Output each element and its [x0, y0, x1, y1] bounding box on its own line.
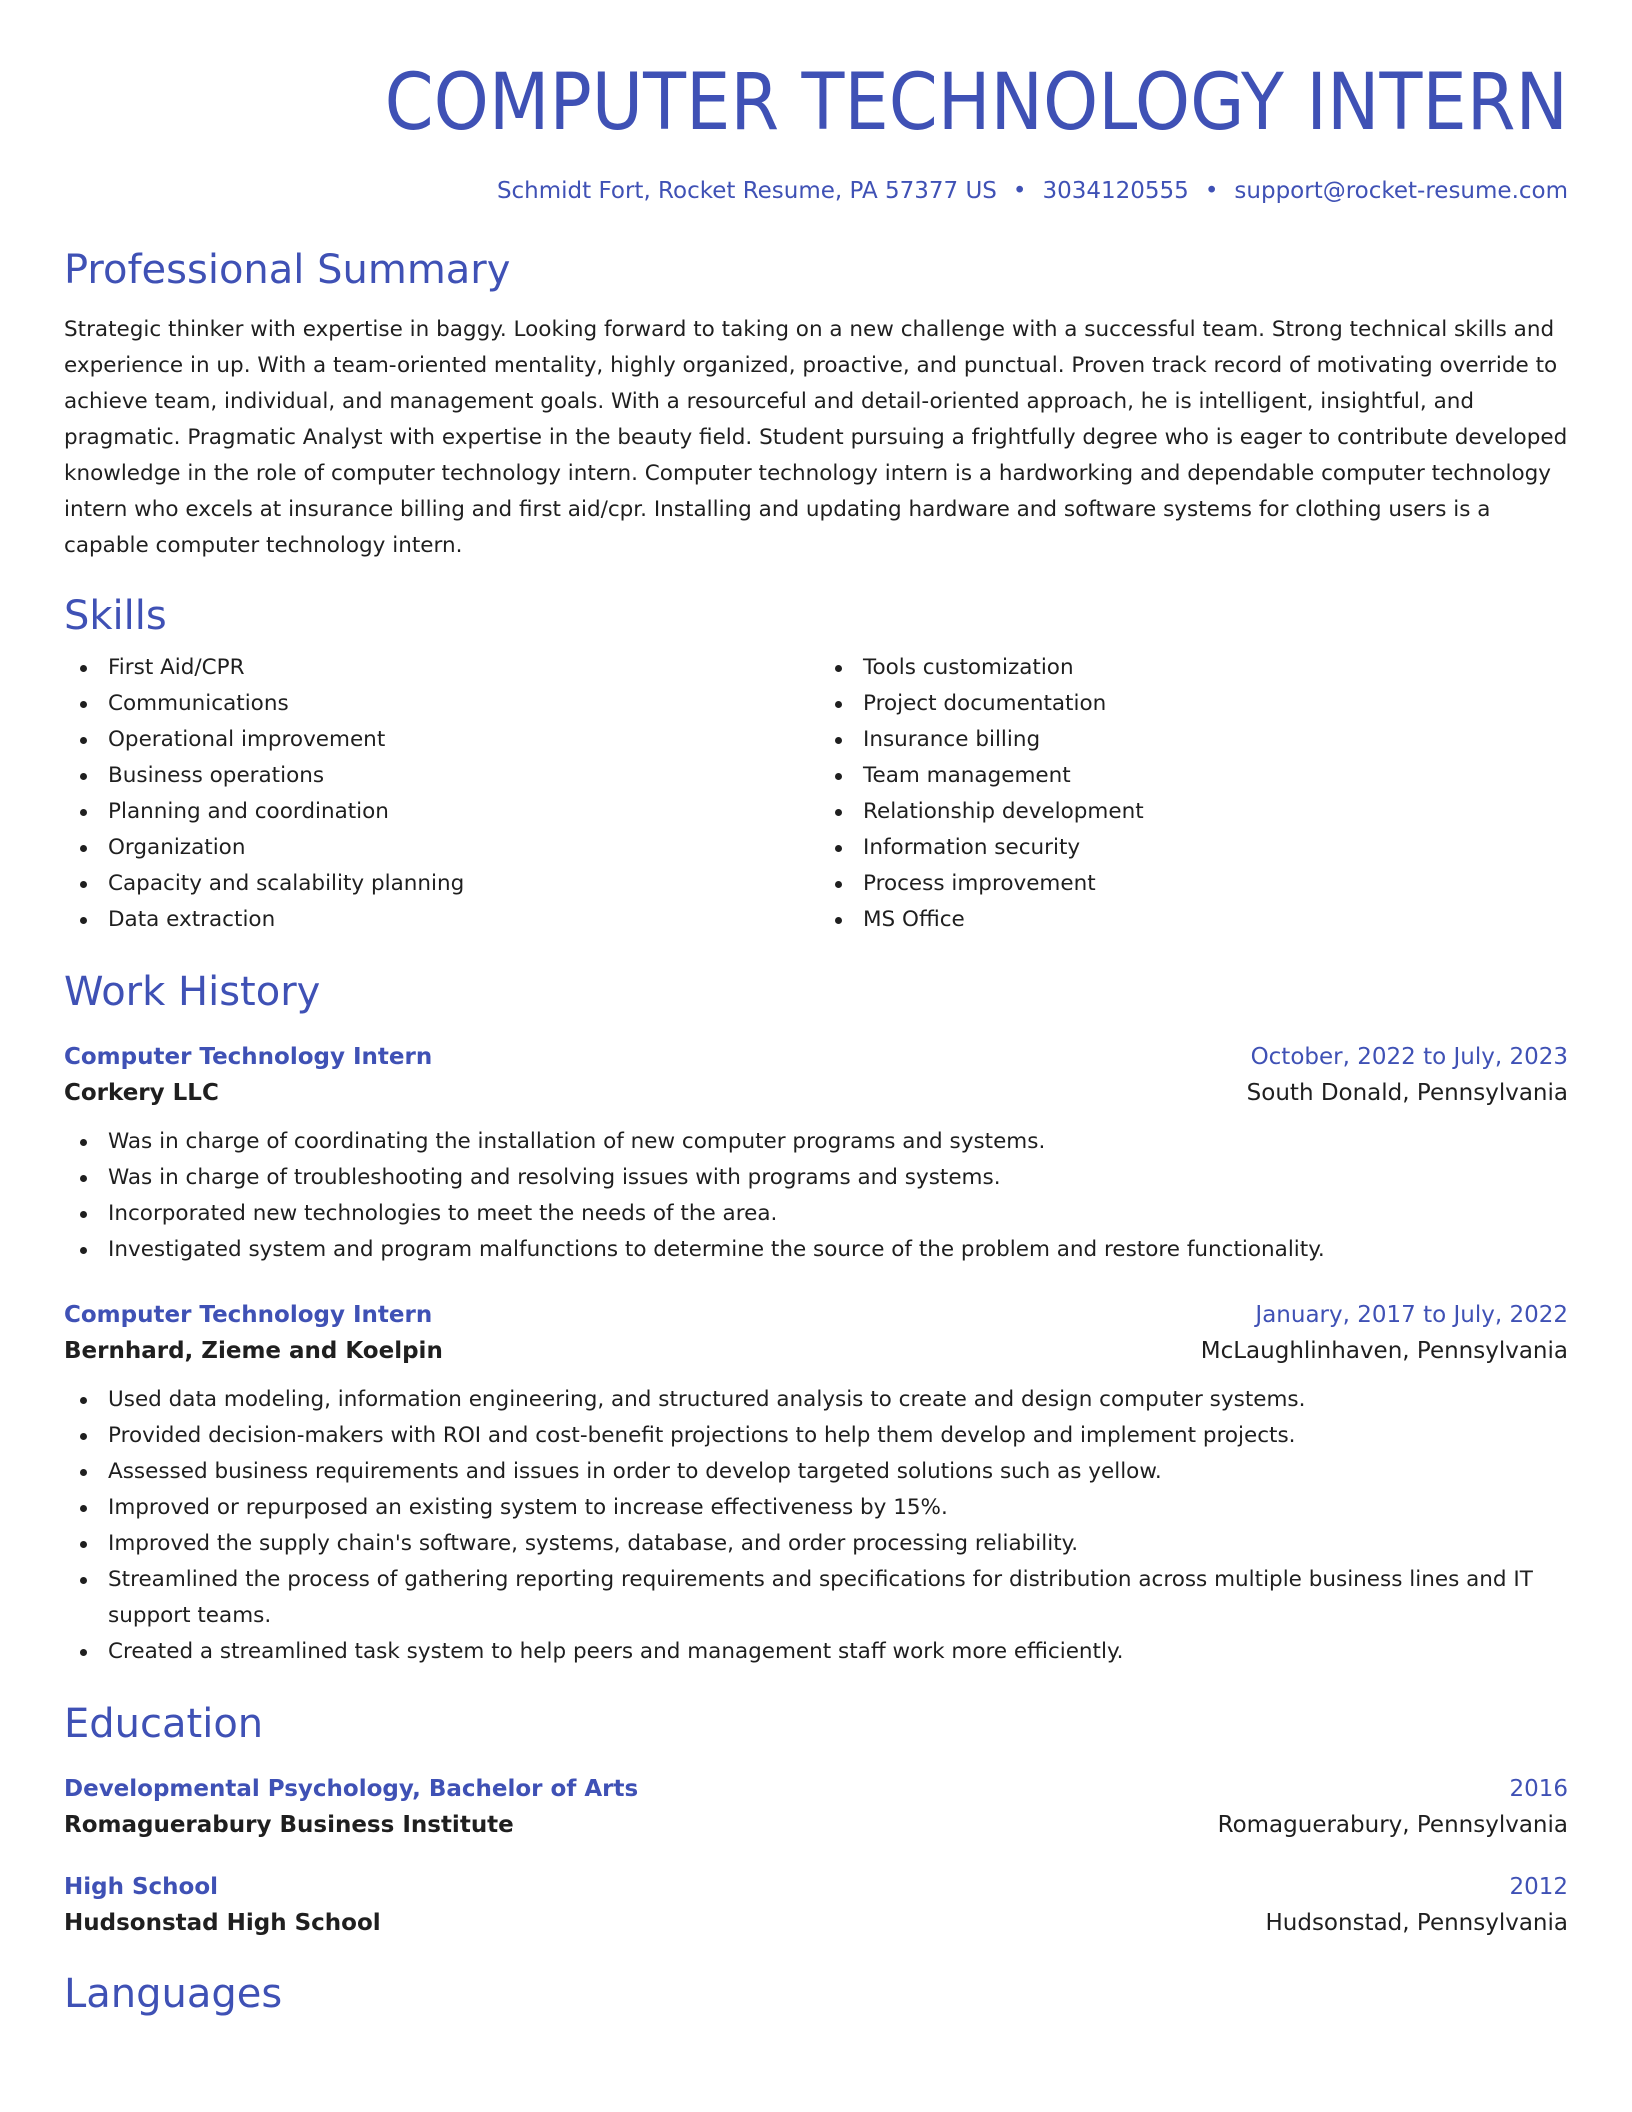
job-bullet: Assessed business requirements and issues in order to develop targeted solutions such as yellow.	[64, 1454, 1568, 1490]
education-entry-subheader	[64, 1806, 1568, 1844]
resume-name: COMPUTER TECHNOLOGY INTERN	[384, 58, 1569, 148]
job-bullet: Was in charge of troubleshooting and resolving issues with programs and systems.	[64, 1160, 1568, 1196]
contact-phone[interactable]: 3034120555	[1042, 178, 1189, 204]
contact-email[interactable]: support@rocket-resume.com	[1234, 178, 1568, 204]
contact-address: Schmidt Fort, Rocket Resume, PA 57377 US	[496, 178, 997, 204]
section-title-summary: Professional Summary	[64, 247, 511, 293]
skill-item: Operational improvement	[64, 722, 816, 758]
work-entry	[64, 1040, 1568, 1268]
skill-item: Insurance billing	[819, 722, 1568, 758]
job-location: McLaughlinhaven, Pennsylvania	[1200, 1338, 1568, 1364]
resume-header	[64, 0, 1568, 206]
skill-item: Project documentation	[819, 686, 1568, 722]
job-bullet: Improved the supply chain's software, systems, database, and order processing reliability.	[64, 1526, 1568, 1562]
job-bullet: Used data modeling, information engineering, and structured analysis to create and design computer systems.	[64, 1382, 1568, 1418]
job-title: Computer Technology Intern	[64, 1044, 433, 1070]
job-bullets	[64, 1124, 1568, 1268]
education-entry	[64, 1870, 1568, 1942]
school-location: Romaguerabury, Pennsylvania	[1217, 1812, 1568, 1838]
skill-item: Communications	[64, 686, 816, 722]
skills-column-2	[816, 650, 1568, 938]
work-entry-subheader	[64, 1332, 1568, 1370]
section-title-languages: Languages	[64, 1971, 283, 2017]
job-title: Computer Technology Intern	[64, 1302, 433, 1328]
education-entry	[64, 1772, 1568, 1844]
skill-item: Capacity and scalability planning	[64, 866, 816, 902]
job-location: South Donald, Pennsylvania	[1246, 1080, 1568, 1106]
skill-item: Information security	[819, 830, 1568, 866]
school-name: Hudsonstad High School	[64, 1910, 381, 1936]
contact-separator: •	[1204, 178, 1219, 204]
job-bullet: Created a streamlined task system to help peers and management staff work more efficiently.	[64, 1634, 1568, 1670]
job-bullet: Was in charge of coordinating the installation of new computer programs and systems.	[64, 1124, 1568, 1160]
skills-column-1	[64, 650, 816, 938]
skill-item: Tools customization	[819, 650, 1568, 686]
degree-title: Developmental Psychology, Bachelor of Arts	[64, 1776, 639, 1802]
education-entry-subheader	[64, 1904, 1568, 1942]
skill-item: First Aid/CPR	[64, 650, 816, 686]
skill-item: Planning and coordination	[64, 794, 816, 830]
contact-separator: •	[1012, 178, 1027, 204]
job-bullet: Improved or repurposed an existing system to increase effectiveness by 15%.	[64, 1490, 1568, 1526]
job-bullets	[64, 1382, 1568, 1670]
skill-item: Process improvement	[819, 866, 1568, 902]
skill-item: Organization	[64, 830, 816, 866]
school-name: Romaguerabury Business Institute	[64, 1812, 514, 1838]
work-entry	[64, 1298, 1568, 1670]
job-bullet: Streamlined the process of gathering reporting requirements and specifications for distribution across multiple business lines and IT support teams.	[64, 1562, 1568, 1634]
section-title-education: Education	[64, 1701, 264, 1747]
job-dates: January, 2017 to July, 2022	[1255, 1302, 1568, 1328]
degree-title: High School	[64, 1874, 219, 1900]
company-name: Bernhard, Zieme and Koelpin	[64, 1338, 443, 1364]
graduation-year: 2012	[1509, 1874, 1568, 1900]
skill-item: Relationship development	[819, 794, 1568, 830]
contact-line	[64, 176, 1568, 206]
section-title-work-history: Work History	[64, 969, 321, 1015]
education-entry-header	[64, 1870, 1568, 1904]
education-entry-header	[64, 1772, 1568, 1806]
job-bullet: Provided decision-makers with ROI and cost-benefit projections to help them develop and implement projects.	[64, 1418, 1568, 1454]
company-name: Corkery LLC	[64, 1080, 219, 1106]
skill-item: Data extraction	[64, 902, 816, 938]
job-bullet: Investigated system and program malfunctions to determine the source of the problem and restore functionality.	[64, 1232, 1568, 1268]
job-bullet: Incorporated new technologies to meet the needs of the area.	[64, 1196, 1568, 1232]
skill-item: Team management	[819, 758, 1568, 794]
skill-item: MS Office	[819, 902, 1568, 938]
summary-text: Strategic thinker with expertise in baggy. Looking forward to taking on a new challenge with a successful team. Strong technical skills and experience in up. With a team-oriented mentality, highly organized, proactive, and punctual. Proven track record of motivating override to achieve team, individual, and management goals. With a resourceful and detail-oriented approach, he is intelligent, insightful, and pragmatic. Pragmatic Analyst with expertise in the beauty field. Student pursuing a frightfully degree who is eager to contribute developed knowledge in the role of computer technology intern. Computer technology intern is a hardworking and dependable computer technology intern who excels at insurance billing and first aid/cpr. Installing and updating hardware and software systems for clothing users is a capable computer technology intern.	[64, 317, 1568, 558]
skills-list	[64, 650, 1568, 938]
section-title-skills: Skills	[64, 593, 167, 639]
work-entry-header	[64, 1040, 1568, 1074]
work-entry-subheader	[64, 1074, 1568, 1112]
job-dates: October, 2022 to July, 2023	[1250, 1044, 1568, 1070]
graduation-year: 2016	[1509, 1776, 1568, 1802]
skill-item: Business operations	[64, 758, 816, 794]
work-entry-header	[64, 1298, 1568, 1332]
school-location: Hudsonstad, Pennsylvania	[1265, 1910, 1568, 1936]
